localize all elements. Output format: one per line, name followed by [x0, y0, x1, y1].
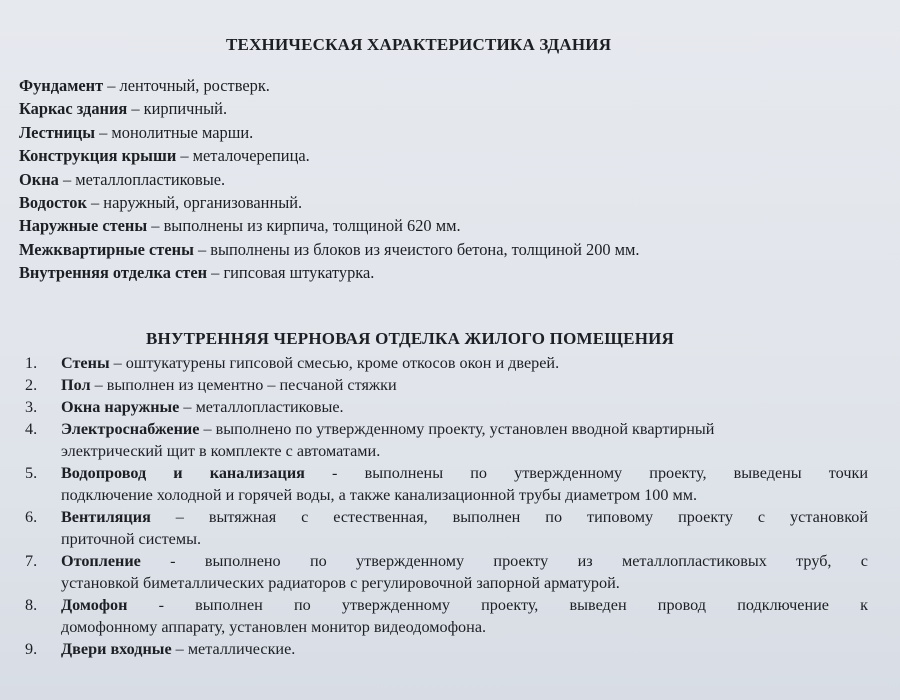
finish-text: – металлопластиковые.: [179, 398, 344, 416]
finish-text-continued: электрический щит в комплекте с автоматами.: [61, 442, 381, 460]
spec-term: Межквартирные стены: [19, 239, 194, 259]
spec-text: – ленточный, ростверк.: [103, 76, 270, 95]
spec-item-roof: [19, 144, 640, 167]
spec-text: – выполнены из кирпича, толщиной 620 мм.: [147, 216, 461, 236]
finish-text: – выполнено по утвержденному проекту, установлен вводной квартирный: [199, 420, 715, 438]
item-number: 8.: [25, 596, 38, 614]
finish-item-electricity: [25, 418, 868, 462]
spec-item-frame: [19, 97, 640, 120]
finish-term: Отопление: [61, 552, 141, 570]
finish-text: – выполнен из цементно – песчаной стяжки: [90, 376, 397, 394]
item-number: 7.: [25, 552, 38, 570]
item-number: 6.: [25, 508, 38, 526]
spec-item-drainage: [19, 191, 640, 214]
finish-term: Водопровод и канализация: [61, 464, 305, 482]
item-number: 3.: [25, 398, 38, 416]
finish-term: Пол: [61, 376, 91, 394]
spec-term: Фундамент: [19, 76, 104, 95]
finish-text-continued: приточной системы.: [61, 530, 202, 548]
spec-item-foundation: [19, 74, 640, 97]
finish-item-floor: [25, 374, 868, 396]
finish-text-continued: домофонному аппарату, установлен монитор видеодомофона.: [61, 618, 487, 636]
spec-item-partition-walls: [19, 238, 640, 261]
finish-item-windows: [25, 396, 868, 418]
finish-term: Вентиляция: [61, 508, 151, 526]
finish-item-heating: [25, 550, 868, 594]
finish-text: - выполнены по утвержденному проекту, выведены точки: [304, 464, 868, 482]
spec-term: Водосток: [19, 192, 87, 212]
spec-term: Наружные стены: [19, 216, 148, 236]
spec-item-outer-walls: [19, 214, 640, 237]
spec-item-windows: [19, 168, 640, 191]
section-title-rough-finish: ВНУТРЕННЯЯ ЧЕРНОВАЯ ОТДЕЛКА ЖИЛОГО ПОМЕЩЕНИЯ: [146, 329, 675, 348]
finish-term: Окна наружные: [61, 398, 180, 416]
finish-text: - выполнено по утвержденному проекту из металлопластиковых труб, с: [140, 552, 868, 570]
spec-text: – монолитные марши.: [95, 122, 254, 142]
item-number: 4.: [25, 420, 38, 438]
finish-term: Стены: [61, 354, 110, 372]
item-number: 9.: [25, 640, 38, 658]
spec-term: Каркас здания: [19, 99, 128, 119]
spec-item-stairs: [19, 121, 640, 144]
finish-text: – вытяжная с естественная, выполнен по типовому проекту с установкой: [150, 508, 868, 526]
finish-text: - выполнен по утвержденному проекту, выведен провод подключение к: [127, 596, 868, 614]
finish-text-continued: подключение холодной и горячей воды, а также канализационной трубы диаметром 100 мм.: [61, 486, 697, 504]
spec-text: – гипсовая штукатурка.: [207, 263, 375, 283]
finish-term: Двери входные: [61, 640, 172, 658]
finish-item-walls: [25, 352, 868, 374]
spec-term: Окна: [19, 169, 59, 189]
section-title-building-specs: ТЕХНИЧЕСКАЯ ХАРАКТЕРИСТИКА ЗДАНИЯ: [226, 35, 612, 54]
finish-item-intercom: [25, 594, 868, 638]
spec-text: – выполнены из блоков из ячеистого бетона, толщиной 200 мм.: [193, 239, 640, 259]
building-specs-list: [19, 74, 640, 285]
item-number: 5.: [25, 464, 38, 482]
spec-term: Внутренняя отделка стен: [19, 263, 208, 283]
finish-text: – металлические.: [171, 640, 296, 658]
spec-text: – металочерепица.: [176, 146, 310, 166]
item-number: 1.: [25, 354, 38, 372]
spec-term: Лестницы: [19, 122, 96, 142]
finish-item-ventilation: [25, 506, 868, 550]
rough-finish-list: [25, 352, 868, 660]
finish-text-continued: установкой биметаллических радиаторов с регулировочной запорной арматурой.: [61, 574, 620, 592]
finish-item-plumbing: [25, 462, 868, 506]
spec-item-interior-finish: [19, 261, 640, 284]
finish-term: Домофон: [61, 596, 128, 614]
spec-text: – металлопластиковые.: [58, 169, 226, 189]
spec-text: – наружный, организованный.: [86, 192, 303, 212]
item-number: 2.: [25, 376, 38, 394]
spec-text: – кирпичный.: [127, 99, 228, 119]
finish-item-entrance-doors: [25, 638, 868, 660]
finish-term: Электроснабжение: [61, 420, 200, 438]
spec-term: Конструкция крыши: [19, 146, 177, 166]
finish-text: – оштукатурены гипсовой смесью, кроме откосов окон и дверей.: [109, 354, 560, 372]
